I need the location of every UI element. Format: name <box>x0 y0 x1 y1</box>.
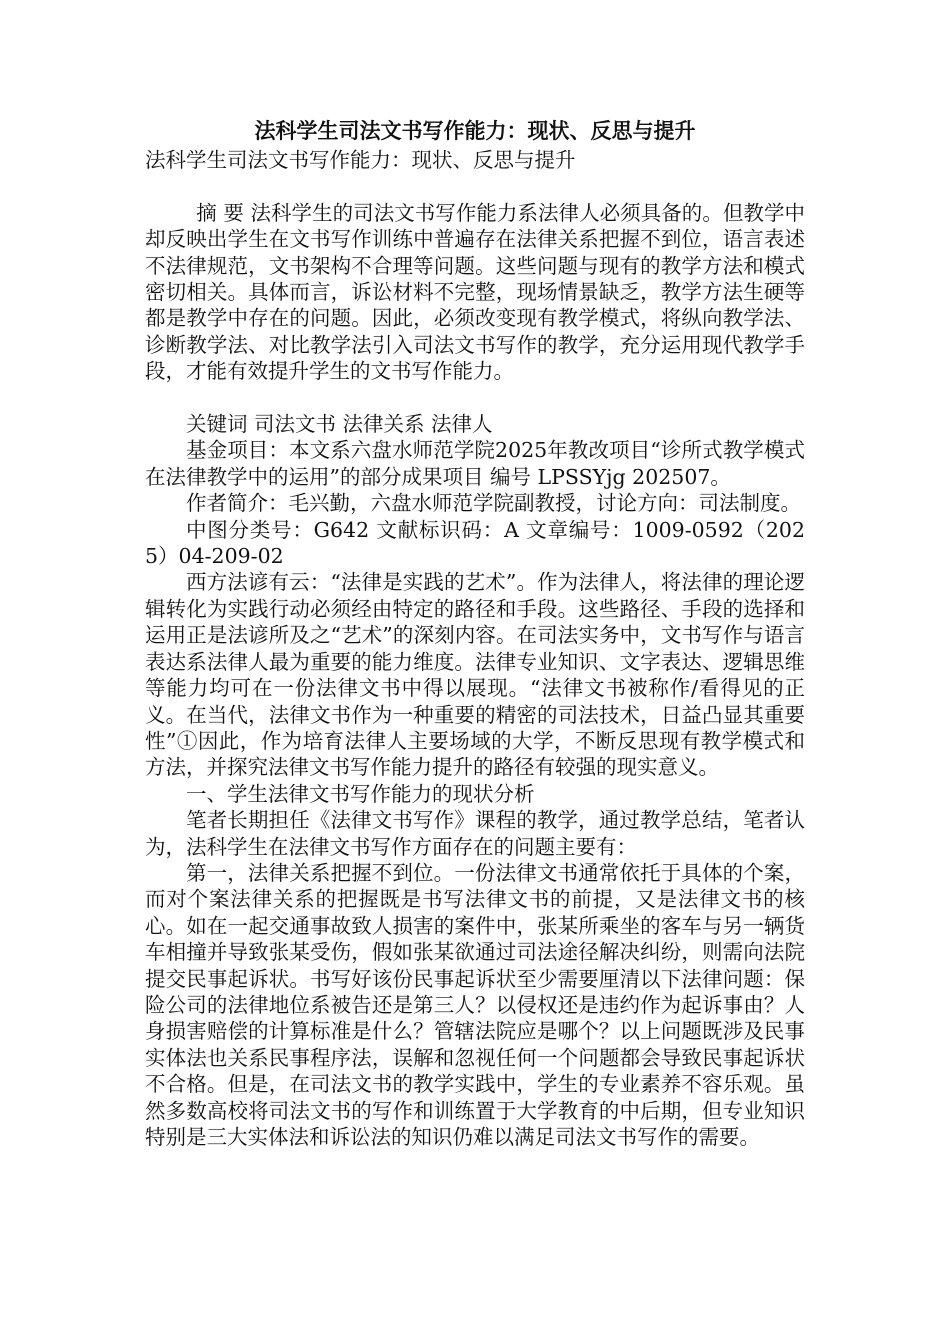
document-page <box>145 118 805 1150</box>
body-paragraph: 第一，法律关系把握不到位。一份法律文书通常依托于具体的个案，而对个案法律关系的把握既是书写法律文书的前提，又是法律文书的核心。如在一起交通事故致人损害的案件中，张某所乘坐的客车与另一辆货车相撞并导致张某受伤，假如张某欲通过司法途径解决纠纷，则需向法院提交民事起诉状。书写好该份民事起诉状至少需要厘清以下法律问题：保险公司的法律地位系被告还是第三人？以侵权还是违约作为起诉事由？人身损害赔偿的计算标准是什么？管辖法院应是哪个？以上问题既涉及民事实体法也关系民事程序法，误解和忽视任何一个问题都会导致民事起诉状不合格。但是，在司法文书的教学实践中，学生的专业素养不容乐观。虽然多数高校将司法文书的写作和训练置于大学教育的中后期，但专业知识特别是三大实体法和诉讼法的知识仍难以满足司法文书写作的需要。 <box>145 860 805 1149</box>
author-note: 作者简介：毛兴勤，六盘水师范学院副教授，讨论方向：司法制度。 <box>186 491 801 516</box>
classification-line: 中图分类号：G642 文献标识码：A 文章编号：1009-0592（2025）04-209-02 <box>145 517 805 569</box>
spacer <box>145 173 805 199</box>
body-paragraph: 西方法谚有云：“法律是实践的艺术”。作为法律人，将法律的理论逻辑转化为实践行动必须经由特定的路径和手段。这些路径、手段的选择和运用正是法谚所及之“艺术”的深刻内容。在司法实务中，文书写作与语言表达系法律人最为重要的能力维度。法律专业知识、文字表达、逻辑思维等能力均可在一份法律文书中得以展现。“法律文书被称作/看得见的正义。在当代，法律文书作为一种重要的精密的司法技术，日益凸显其重要性”①因此，作为培育法律人主要场域的大学，不断反思现有教学模式和方法，并探究法律文书写作能力提升的路径有较强的现实意义。 <box>145 570 805 780</box>
fund-note: 基金项目：本文系六盘水师范学院2025年教改项目“诊所式教学模式在法律教学中的运用”的部分成果项目 编号 LPSSYjg 202507。 <box>145 438 805 489</box>
keywords-line: 关键词 司法文书 法律关系 法律人 <box>186 412 493 437</box>
document-subtitle: 法科学生司法文书写作能力：现状、反思与提升 <box>145 148 576 172</box>
section-heading: 一、学生法律文书写作能力的现状分析 <box>186 781 535 806</box>
document-title: 法科学生司法文书写作能力：现状、反思与提升 <box>254 119 696 143</box>
spacer <box>145 385 805 411</box>
body-paragraph: 笔者长期担任《法律文书写作》课程的教学，通过教学总结，笔者认为，法科学生在法律文书写作方面存在的问题主要有： <box>145 808 805 859</box>
abstract-paragraph: 摘 要 法科学生的司法文书写作能力系法律人必须具备的。但教学中却反映出学生在文书写作训练中普遍存在法律关系把握不到位，语言表述不法律规范，文书架构不合理等问题。这些问题与现有的教学方法和模式密切相关。具体而言，诉讼材料不完整，现场情景缺乏，教学方法生硬等都是教学中存在的问题。因此，必须改变现有教学模式，将纵向教学法、诊断教学法、对比教学法引入司法文书写作的教学，充分运用现代教学手段，才能有效提升学生的文书写作能力。 <box>145 200 805 384</box>
